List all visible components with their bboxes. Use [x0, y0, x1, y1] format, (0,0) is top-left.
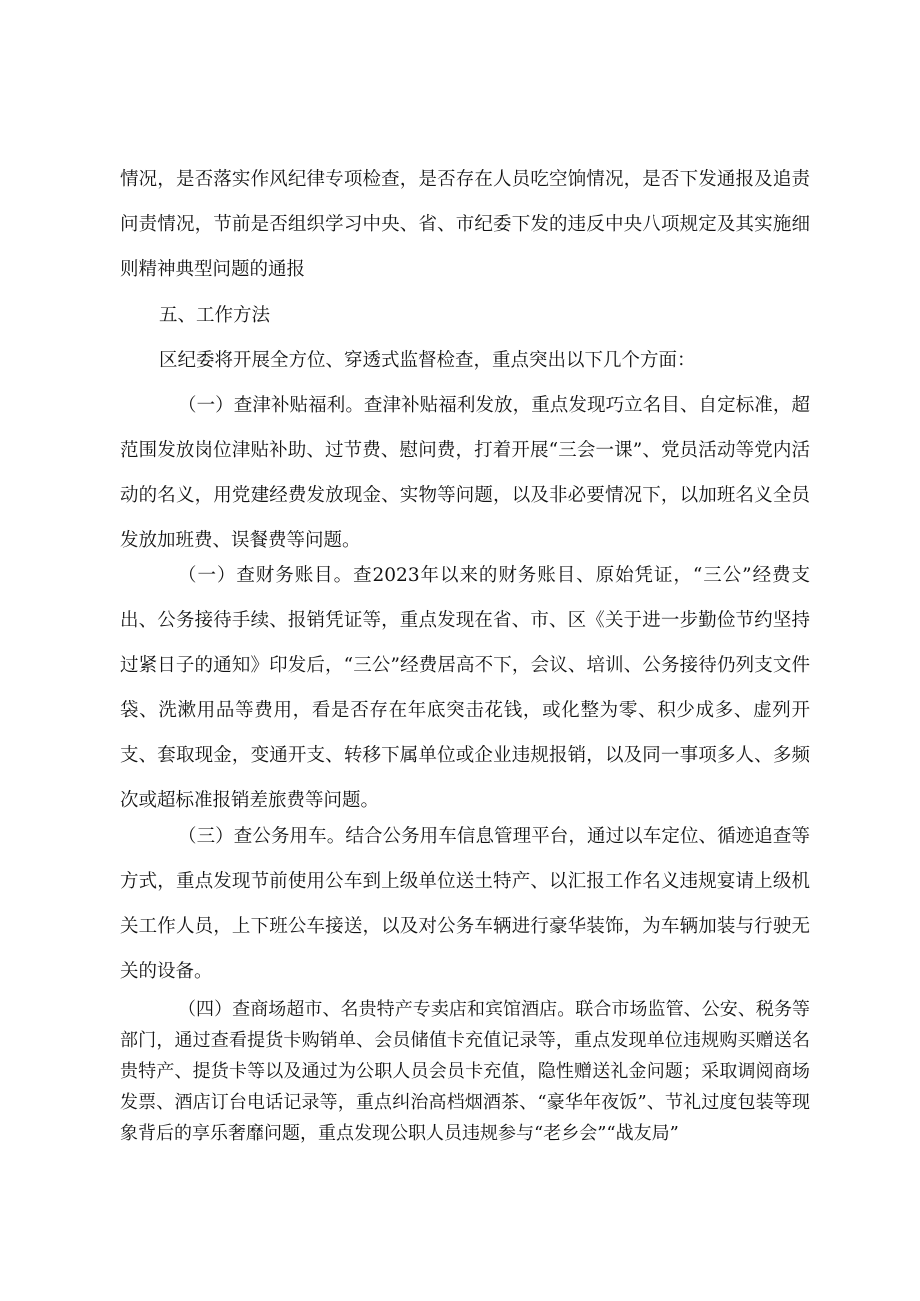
paragraph-official-vehicles: （三）查公务用车。结合公务用车信息管理平台，通过以车定位、循迹追查等方式，重点发现节前使用公车到上级单位送土特产、以汇报工作名义违规宴请上级机关工作人员，上下班公车接送，以及对公务车辆进行豪华装饰，为车辆加装与行驶无关的设备。	[120, 826, 810, 982]
paragraph-intro: 区纪委将开展全方位、穿透式监督检查，重点突出以下几个方面：	[159, 350, 696, 371]
paragraph-continuation: 情况，是否落实作风纪律专项检查，是否存在人员吃空饷情况，是否下发通报及追责问责情况，节前是否组织学习中央、省、市纪委下发的违反中央八项规定及其实施细则精神典型问题的通报	[120, 169, 810, 280]
section-heading-work-methods: 五、工作方法	[159, 305, 271, 326]
paragraph-financial-accounts: （一）查财务账目。查2023年以来的财务账目、原始凭证，“三公”经费支出、公务接待手续、报销凭证等，重点发现在省、市、区《关于进一步勤俭节约坚持过紧日子的通知》印发后，“三公”经费居高不下，会议、培训、公务接待仍列支文件袋、洗漱用品等费用，看是否存在年底突击花钱，或化整为零、积少成多、虚列开支、套取现金，变通开支、转移下属单位或企业违规报销，以及同一事项多人、多频次或超标准报销差旅费等问题。	[120, 565, 810, 811]
paragraph-allowances: （一）查津补贴福利。查津补贴福利发放，重点发现巧立名目、自定标准，超范围发放岗位津贴补助、过节费、慰问费，打着开展“三会一课”、党员活动等党内活动的名义，用党建经费发放现金、实物等问题，以及非必要情况下，以加班名义全员发放加班费、误餐费等问题。	[120, 395, 810, 551]
paragraph-malls-hotels: （四）查商场超市、名贵特产专卖店和宾馆酒店。联合市场监管、公安、税务等部门，通过查看提货卡购销单、会员储值卡充值记录等，重点发现单位违规购买赠送名贵特产、提货卡等以及通过为公职人员会员卡充值，隐性赠送礼金问题；采取调阅商场发票、酒店订台电话记录等，重点纠治高档烟酒茶、“豪华年夜饭”、节礼过度包装等现象背后的享乐奢靡问题，重点发现公职人员违规参与“老乡会”“战友局”	[120, 999, 810, 1144]
